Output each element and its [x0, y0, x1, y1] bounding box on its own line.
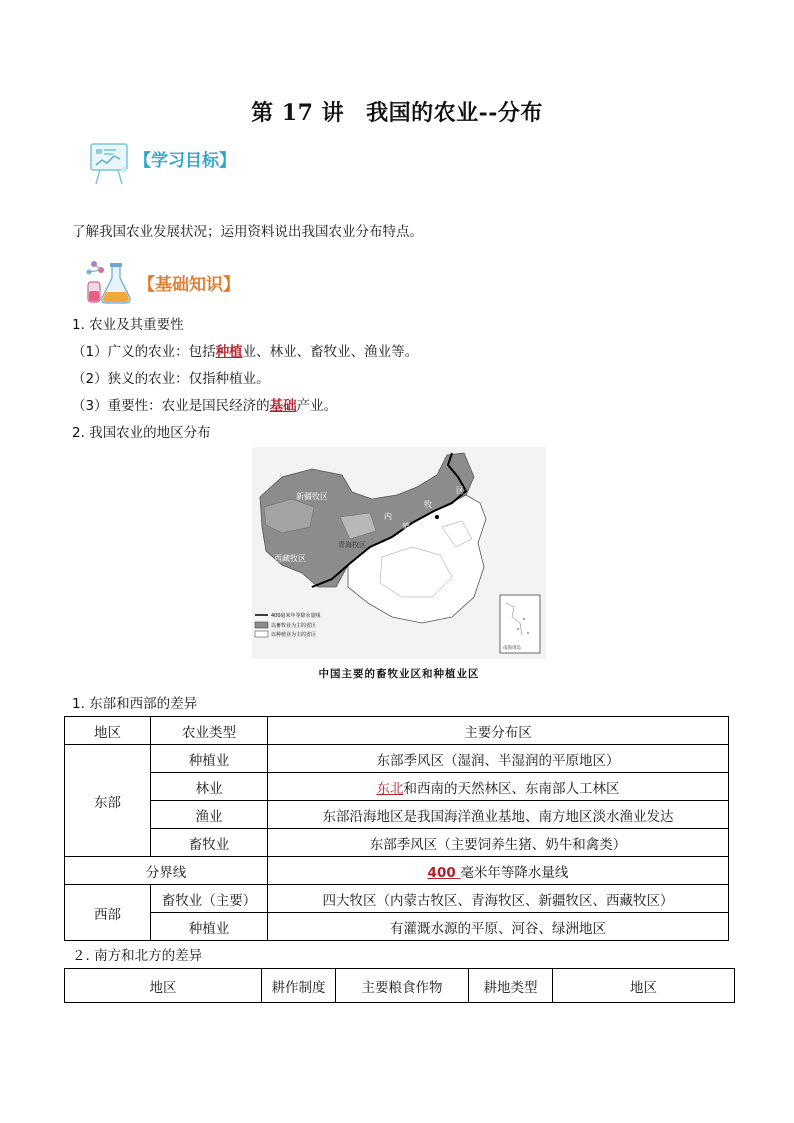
basics-heading: 【基础知识】	[138, 274, 240, 295]
type-cell: 种植业	[151, 745, 268, 773]
flask-icon	[84, 258, 136, 306]
answer-planting: 种植	[215, 344, 243, 360]
objectives-text: 了解我国农业发展状况；运用资料说出我国农业分布特点。	[72, 224, 423, 240]
header-main-crops: 主要粮食作物	[336, 969, 469, 1003]
area-cell: 东部季风区（湿润、半湿润的平原地区）	[268, 745, 729, 773]
type-cell: 林业	[151, 773, 268, 801]
title-topic: 我国的农业--分布	[366, 100, 543, 126]
basics-broad-agriculture: （1）广义的农业：包括种植业、林业、畜牧业、渔业等。	[72, 344, 419, 360]
table-row	[65, 829, 729, 857]
area-cell: 东北和西南的天然林区、东南部人工林区	[268, 773, 729, 801]
area-cell: 有灌溉水源的平原、河谷、绿洲地区	[268, 913, 729, 941]
area-cell: 东部沿海地区是我国海洋渔业基地、南方地区淡水渔业发达	[268, 801, 729, 829]
legend-pastoral: 以畜牧业为主的省区	[271, 623, 317, 629]
table-header-row	[65, 717, 729, 745]
objectives-heading: 【学习目标】	[134, 150, 236, 171]
region-east: 东部	[65, 745, 151, 857]
type-cell: 渔业	[151, 801, 268, 829]
page-title	[0, 96, 794, 127]
label-xizang: 西藏牧区	[274, 554, 306, 563]
table-header-row	[65, 969, 735, 1003]
table-row	[65, 913, 729, 941]
header-region: 地区	[65, 717, 151, 745]
header-region: 地区	[65, 969, 262, 1003]
legend-farming: 以种植业为主的省区	[271, 632, 317, 638]
area-cell: 四大牧区（内蒙古牧区、青海牧区、新疆牧区、西藏牧区）	[268, 885, 729, 913]
table-row	[65, 801, 729, 829]
map-caption: 中国主要的畜牧业区和种植业区	[318, 668, 480, 680]
type-cell: 畜牧业	[151, 829, 268, 857]
region-west: 西部	[65, 885, 151, 941]
basics-importance: （3）重要性：农业是国民经济的基础产业。	[72, 398, 338, 414]
label-qu: 区	[456, 486, 464, 495]
inset-label: 南海诸岛	[503, 646, 521, 651]
type-cell: 种植业	[151, 913, 268, 941]
label-nei: 内	[384, 512, 392, 521]
type-cell: 畜牧业（主要）	[151, 885, 268, 913]
title-lesson: 第 17 讲	[251, 100, 345, 126]
boundary-value: 400 毫米年等降水量线	[268, 857, 729, 885]
table-row	[65, 773, 729, 801]
china-agriculture-map	[252, 447, 546, 659]
answer-400: 400	[427, 864, 461, 881]
header-area: 主要分布区	[268, 717, 729, 745]
table-row	[65, 885, 729, 913]
answer-foundation: 基础	[269, 398, 297, 414]
basics-item-2: 2. 我国农业的地区分布	[72, 425, 211, 441]
header-type: 农业类型	[151, 717, 268, 745]
legend-isohyet: 400毫米年等降水量线	[271, 613, 321, 619]
header-farming-system: 耕作制度	[262, 969, 336, 1003]
label-meng: 蒙	[402, 522, 410, 531]
section1-heading: 1. 东部和西部的差异	[72, 696, 198, 712]
table-row	[65, 745, 729, 773]
basics-narrow-agriculture: （2）狭义的农业：仅指种植业。	[72, 371, 270, 387]
boundary-row	[65, 857, 729, 885]
label-xinjiang: 新疆牧区	[296, 492, 328, 501]
header-region-2: 地区	[553, 969, 735, 1003]
basics-item-1: 1. 农业及其重要性	[72, 317, 184, 333]
label-qinghai: 青海牧区	[338, 541, 366, 549]
label-mu: 牧	[424, 500, 432, 509]
objectives-header	[88, 140, 236, 186]
east-west-table	[64, 716, 729, 941]
north-south-table	[64, 968, 735, 1003]
basics-header	[84, 258, 240, 306]
whiteboard-icon	[88, 140, 132, 186]
header-land-type: 耕地类型	[469, 969, 553, 1003]
section2-heading: ２. 南方和北方的差异	[72, 948, 203, 964]
area-cell: 东部季风区（主要饲养生猪、奶牛和禽类）	[268, 829, 729, 857]
answer-northeast: 东北	[376, 780, 404, 797]
boundary-label: 分界线	[65, 857, 268, 885]
